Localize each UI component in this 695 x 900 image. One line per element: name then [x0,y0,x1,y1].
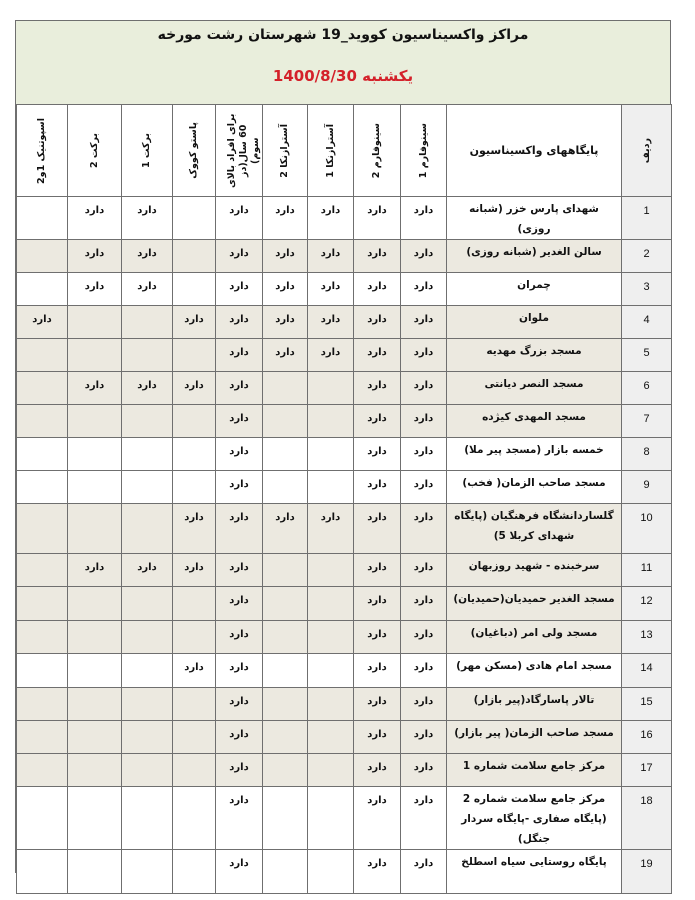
availability-cell: دارد [263,273,308,306]
column-header-vaccine [401,105,447,197]
center-name: مسجد الغدیر حمیدیان(حمیدیان) [447,587,622,621]
availability-cell [308,721,354,754]
availability-cell [68,438,122,471]
column-header-center-name [447,105,622,197]
column-header-vaccine [173,105,216,197]
availability-cell [17,240,68,273]
column-header-label: برکت 1 [141,133,152,168]
availability-cell [17,554,68,587]
table-row [17,339,672,372]
availability-cell: دارد [401,754,447,787]
availability-cell: دارد [401,438,447,471]
availability-cell [308,372,354,405]
column-header-vaccine [68,105,122,197]
center-name: مسجد صاحب الزمان( فخب) [447,471,622,504]
table-row [17,405,672,438]
availability-cell: دارد [17,306,68,339]
availability-cell: دارد [401,405,447,438]
availability-cell [122,654,173,688]
row-number: 19 [622,850,672,894]
availability-cell [173,621,216,654]
row-number: 14 [622,654,672,688]
availability-cell [122,405,173,438]
availability-cell [122,787,173,850]
availability-cell [68,754,122,787]
availability-cell: دارد [263,197,308,240]
row-number: 9 [622,471,672,504]
row-number: 5 [622,339,672,372]
availability-cell [122,306,173,339]
column-header-label: سینوفارم 2 [371,122,382,179]
availability-cell [263,850,308,894]
table-row [17,688,672,721]
table-row [17,554,672,587]
table-body [17,197,672,894]
availability-cell [308,621,354,654]
availability-cell: دارد [122,372,173,405]
availability-cell: دارد [216,787,263,850]
availability-cell: دارد [401,339,447,372]
availability-cell [308,438,354,471]
row-number: 8 [622,438,672,471]
row-number: 6 [622,372,672,405]
availability-cell: دارد [354,754,401,787]
availability-cell: دارد [401,787,447,850]
availability-cell [308,787,354,850]
center-name: سالن الغدیر (شبانه روزی) [447,240,622,273]
row-number: 10 [622,504,672,554]
availability-cell: دارد [354,654,401,688]
availability-cell [122,850,173,894]
availability-cell [263,554,308,587]
availability-cell [263,438,308,471]
availability-cell [263,654,308,688]
availability-cell [122,438,173,471]
availability-cell [308,654,354,688]
availability-cell: دارد [68,197,122,240]
availability-cell [17,654,68,688]
availability-cell [263,721,308,754]
availability-cell: دارد [354,306,401,339]
availability-cell [68,621,122,654]
table-row [17,754,672,787]
row-number: 1 [622,197,672,240]
availability-cell: دارد [216,273,263,306]
availability-cell: دارد [354,372,401,405]
availability-cell [68,850,122,894]
availability-cell: دارد [354,850,401,894]
availability-cell [173,438,216,471]
availability-cell [173,787,216,850]
availability-cell: دارد [263,339,308,372]
availability-cell [68,587,122,621]
availability-cell [122,504,173,554]
availability-cell: دارد [354,273,401,306]
column-header-label: ردیف [640,137,652,164]
availability-cell [263,405,308,438]
column-header-label: سینوفارم 1 [417,122,429,179]
center-name: مسجد صاحب الزمان( پیر بازار) [447,721,622,754]
availability-cell [173,471,216,504]
page-title: مراکز واکسیناسیون کووید_19 شهرستان رشت مورخه [157,27,529,43]
availability-cell: دارد [401,273,447,306]
table-row [17,504,672,554]
availability-cell [263,587,308,621]
availability-cell: دارد [216,554,263,587]
availability-cell [173,405,216,438]
vaccination-centers-sheet [15,20,671,873]
availability-cell: دارد [401,621,447,654]
availability-cell [263,372,308,405]
availability-cell: دارد [122,240,173,273]
center-name: تالار پاسارگاد(پیر بازار) [447,688,622,721]
center-name: مسجد امام هادی (مسکن مهر) [447,654,622,688]
row-number: 17 [622,754,672,787]
availability-cell: دارد [401,197,447,240]
availability-cell: دارد [354,621,401,654]
row-number: 12 [622,587,672,621]
column-header-label: اسپوتنیک 1و2 [36,117,47,184]
vaccination-centers-table [16,104,672,894]
availability-cell: دارد [308,197,354,240]
availability-cell [173,587,216,621]
availability-cell: دارد [173,372,216,405]
availability-cell: دارد [401,587,447,621]
column-header-vaccine [308,105,354,197]
table-row [17,273,672,306]
table-row [17,197,672,240]
availability-cell [173,197,216,240]
table-row [17,787,672,850]
column-header-label: پایگاههای واکسیناسیون [469,144,599,157]
availability-cell [68,471,122,504]
table-row [17,471,672,504]
availability-cell: دارد [308,240,354,273]
availability-cell: دارد [216,688,263,721]
table-row [17,438,672,471]
availability-cell: دارد [216,587,263,621]
availability-cell [122,339,173,372]
center-name: مرکز جامع سلامت شماره 2 (پایگاه صفاری -پایگاه سردار جنگل) [447,787,622,850]
center-name: گلساردانشگاه فرهنگیان (پایگاه شهدای کربلا 5) [447,504,622,554]
availability-cell: دارد [263,306,308,339]
availability-cell: دارد [122,554,173,587]
availability-cell: دارد [401,688,447,721]
availability-cell [68,721,122,754]
column-header-vaccine [354,105,401,197]
table-header-row [17,105,672,197]
availability-cell [173,721,216,754]
availability-cell [17,688,68,721]
availability-cell: دارد [354,554,401,587]
availability-cell [122,688,173,721]
availability-cell [173,850,216,894]
availability-cell: دارد [68,554,122,587]
availability-cell: دارد [354,504,401,554]
column-header-label: آسترازنکا 2 [279,123,290,178]
availability-cell [308,471,354,504]
availability-cell: دارد [401,721,447,754]
row-number: 3 [622,273,672,306]
availability-cell [17,504,68,554]
availability-cell [17,850,68,894]
availability-cell: دارد [68,240,122,273]
column-header-label: آسترازنکا 1 [324,123,336,178]
availability-cell [173,754,216,787]
availability-cell: دارد [68,372,122,405]
availability-cell: دارد [401,471,447,504]
availability-cell [68,405,122,438]
table-row [17,372,672,405]
availability-cell [173,273,216,306]
availability-cell [308,688,354,721]
availability-cell: دارد [354,721,401,754]
availability-cell: دارد [173,306,216,339]
availability-cell [263,621,308,654]
availability-cell: دارد [216,754,263,787]
table-row [17,654,672,688]
availability-cell: دارد [216,471,263,504]
availability-cell: دارد [354,587,401,621]
availability-cell: دارد [354,240,401,273]
availability-cell [308,754,354,787]
availability-cell [68,339,122,372]
table-row [17,306,672,339]
availability-cell: دارد [216,339,263,372]
availability-cell [263,688,308,721]
availability-cell: دارد [263,504,308,554]
column-header-row-number [622,105,672,197]
table-row [17,240,672,273]
availability-cell: دارد [216,240,263,273]
availability-cell [17,754,68,787]
table-row [17,587,672,621]
column-header-vaccine [216,105,263,197]
center-name: سرخبنده - شهید روزبهان [447,554,622,587]
availability-cell [17,197,68,240]
availability-cell: دارد [173,504,216,554]
availability-cell: دارد [354,471,401,504]
availability-cell: دارد [401,850,447,894]
availability-cell: دارد [401,240,447,273]
column-header-label: پاستو کووک [188,122,199,179]
availability-cell: دارد [216,654,263,688]
availability-cell: دارد [308,306,354,339]
row-number: 11 [622,554,672,587]
column-header-vaccine [122,105,173,197]
availability-cell [173,240,216,273]
center-name: مسجد النصر دیانتی [447,372,622,405]
availability-cell: دارد [354,405,401,438]
table-row [17,850,672,894]
row-number: 4 [622,306,672,339]
row-number: 2 [622,240,672,273]
availability-cell: دارد [401,372,447,405]
center-name: مسجد بزرگ مهدیه [447,339,622,372]
availability-cell: دارد [216,438,263,471]
availability-cell [17,587,68,621]
availability-cell [68,787,122,850]
availability-cell: دارد [122,197,173,240]
availability-cell [308,587,354,621]
availability-cell: دارد [354,787,401,850]
report-date: یکشنبه 1400/8/30 [272,67,414,85]
availability-cell [17,471,68,504]
availability-cell [122,621,173,654]
availability-cell: دارد [354,339,401,372]
center-name: مرکز جامع سلامت شماره 1 [447,754,622,787]
center-name: مسجد المهدی کیژده [447,405,622,438]
center-name: ملوان [447,306,622,339]
availability-cell [17,339,68,372]
availability-cell [17,273,68,306]
availability-cell: دارد [216,372,263,405]
availability-cell [122,754,173,787]
availability-cell [308,405,354,438]
availability-cell [68,306,122,339]
title-block [16,21,670,105]
availability-cell: دارد [173,554,216,587]
center-name: چمران [447,273,622,306]
availability-cell [173,339,216,372]
availability-cell [17,438,68,471]
availability-cell [68,654,122,688]
availability-cell: دارد [354,438,401,471]
availability-cell: دارد [216,621,263,654]
availability-cell [308,850,354,894]
availability-cell: دارد [216,306,263,339]
row-number: 7 [622,405,672,438]
availability-cell: دارد [308,273,354,306]
availability-cell: دارد [354,197,401,240]
availability-cell [68,688,122,721]
availability-cell [263,471,308,504]
center-name: پایگاه روستایی سیاه اسطلخ [447,850,622,894]
availability-cell [17,372,68,405]
row-number: 16 [622,721,672,754]
availability-cell [122,587,173,621]
availability-cell: دارد [308,504,354,554]
availability-cell [17,787,68,850]
row-number: 18 [622,787,672,850]
table-row [17,621,672,654]
availability-cell [122,721,173,754]
availability-cell [17,721,68,754]
column-header-label: برای افراد بالای 60 سال(دز سوم) [226,113,261,188]
availability-cell [263,754,308,787]
availability-cell [17,621,68,654]
center-name: شهدای پارس خزر (شبانه روزی) [447,197,622,240]
availability-cell: دارد [401,306,447,339]
availability-cell: دارد [216,504,263,554]
availability-cell: دارد [308,339,354,372]
column-header-vaccine [17,105,68,197]
availability-cell: دارد [263,240,308,273]
availability-cell: دارد [216,197,263,240]
availability-cell: دارد [354,688,401,721]
table-row [17,721,672,754]
availability-cell: دارد [68,273,122,306]
availability-cell: دارد [173,654,216,688]
availability-cell: دارد [401,504,447,554]
availability-cell: دارد [216,850,263,894]
availability-cell [68,504,122,554]
availability-cell [173,688,216,721]
center-name: مسجد ولی امر (دباغیان) [447,621,622,654]
availability-cell [17,405,68,438]
availability-cell [122,471,173,504]
availability-cell: دارد [216,721,263,754]
column-header-label: برکت 2 [88,133,100,168]
availability-cell [308,554,354,587]
row-number: 15 [622,688,672,721]
row-number: 13 [622,621,672,654]
availability-cell: دارد [401,654,447,688]
center-name: خمسه بازار (مسجد پیر ملا) [447,438,622,471]
column-header-vaccine [263,105,308,197]
availability-cell: دارد [216,405,263,438]
availability-cell: دارد [122,273,173,306]
availability-cell: دارد [401,554,447,587]
availability-cell [263,787,308,850]
